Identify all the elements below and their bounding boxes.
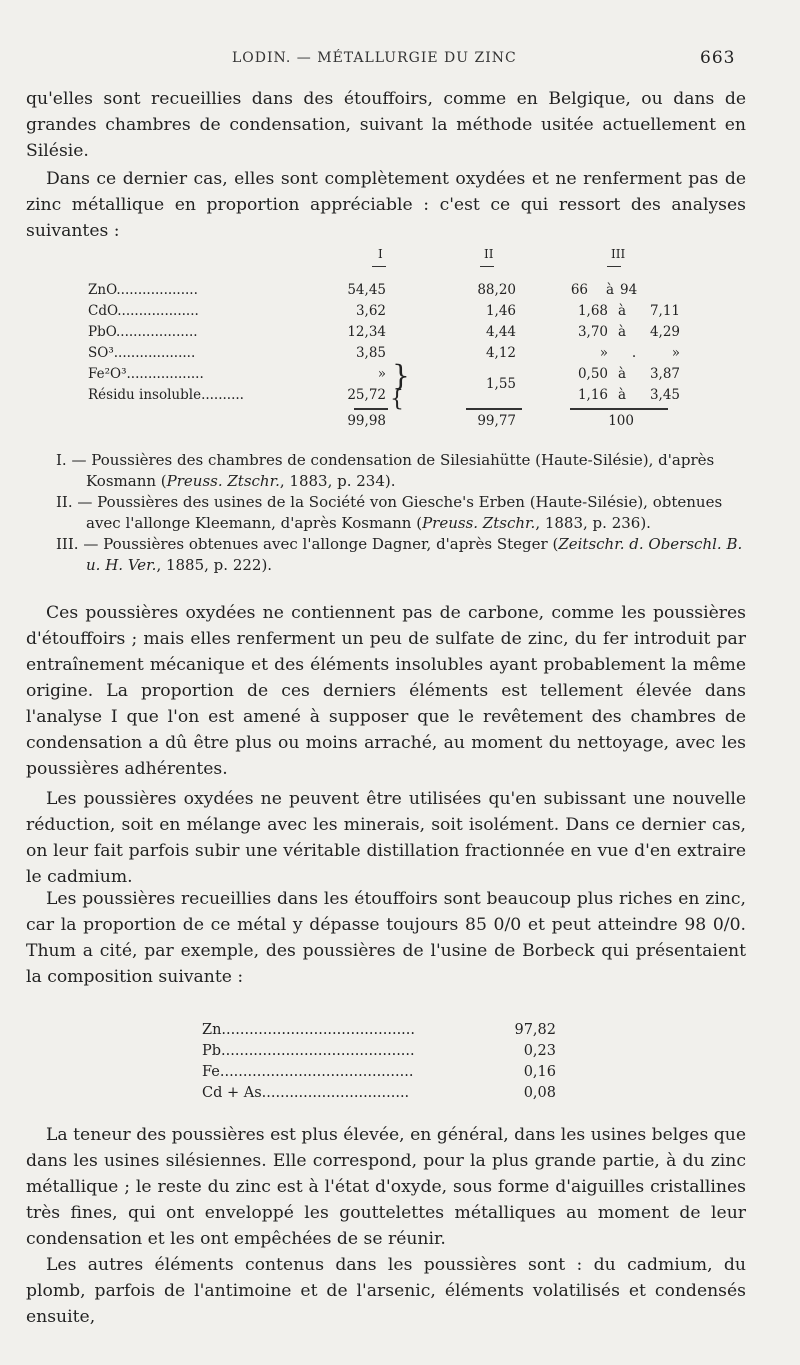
leader-dots: ................... bbox=[117, 303, 199, 319]
row-label: CdO bbox=[88, 303, 118, 319]
leader-dots: .......................................... bbox=[219, 1064, 414, 1080]
cell-ii: 1,46 bbox=[485, 303, 516, 319]
paragraph-3: Ces poussières oxydées ne contiennent pas de carbone, comme les poussières d'étouffoirs ; mais elles renferment un peu de sulfate de zinc, du fer introduit par entraînement mécanique et des éléments insolubles ayant probablement la même origine. La proportion de ces derniers éléments est tellement élevée dans l'analyse I que l'on est amené à supposer que le revêtement des chambres de condensation a dû être plus ou moins arraché, au moment du nettoyage, avec les poussières adhérentes. bbox=[26, 603, 746, 779]
row-value: 0,08 bbox=[523, 1085, 556, 1101]
table-notes bbox=[56, 450, 756, 576]
running-title: LODIN. — MÉTALLURGIE DU ZINC bbox=[232, 50, 517, 66]
table-row bbox=[202, 1020, 562, 1041]
paragraph-4: Les poussières oxydées ne peuvent être utilisées qu'en subissant une nouvelle réduction, soit en mélange avec les minerais, soit isolément. Dans ce dernier cas, on leur fait parfois subir une véritable distillation fractionnée en vue d'en extraire le cadmium. bbox=[26, 789, 746, 887]
table-row bbox=[0, 301, 800, 322]
row-label: SO³ bbox=[88, 345, 114, 361]
header-rule-iii bbox=[607, 266, 621, 267]
cell-iii-min: 66 bbox=[570, 282, 588, 298]
row-value: 0,23 bbox=[523, 1043, 556, 1059]
column-header-iii: III bbox=[611, 247, 626, 261]
row-label: PbO bbox=[88, 324, 117, 340]
leader-dots: .................. bbox=[126, 366, 204, 382]
total-rule-ii bbox=[466, 408, 522, 410]
total-ii: 99,77 bbox=[477, 413, 516, 429]
note-iii: III. — Poussières obtenues avec l'allonge Dagner, d'après Steger (Zeitschr. d. Oberschl. B. u. H. Ver., 1885, p. 222). bbox=[56, 535, 743, 574]
cell-iii-max: 3,45 bbox=[649, 387, 680, 403]
row-label: Résidu insoluble bbox=[88, 387, 202, 403]
cell-i: 54,45 bbox=[347, 282, 386, 298]
column-header-i: I bbox=[378, 247, 383, 261]
cell-i: 25,72 bbox=[347, 387, 386, 403]
cell-i: 3,85 bbox=[355, 345, 386, 361]
analysis-table bbox=[0, 244, 800, 434]
cell-iii-min: » bbox=[599, 345, 608, 361]
total-rule-iii bbox=[570, 408, 668, 410]
cell-iii-sep: à bbox=[617, 303, 627, 319]
paragraph-5: Les poussières recueillies dans les étouffoirs sont beaucoup plus riches en zinc, car la proportion de ce métal y dépasse toujours 85 0/0 et peut atteindre 98 0/0. Thum a cité, par exemple, des poussières de l'usine de Borbeck qui présentaient la composition suivante : bbox=[26, 889, 746, 987]
total-iii: 100 bbox=[608, 413, 634, 429]
header-rule-ii bbox=[480, 266, 494, 267]
composition-table bbox=[202, 1020, 562, 1110]
total-rule-i bbox=[354, 408, 388, 410]
paragraph-6: La teneur des poussières est plus élevée, en général, dans les usines belges que dans les usines silésiennes. Elle correspond, pour la plus grande partie, à du zinc métallique ; le reste du zinc est à l'état d'oxyde, sous forme d'aiguilles cristallines très fines, qui ont enveloppé les gouttelettes métalliques au moment de leur condensation et les ont empêchées de se réunir. bbox=[26, 1125, 746, 1249]
cell-i: » bbox=[377, 366, 386, 382]
table-row bbox=[0, 280, 800, 301]
paragraph-1: qu'elles sont recueillies dans des étouffoirs, comme en Belgique, ou dans de grandes chambres de condensation, suivant la méthode usitée actuellement en Silésie. bbox=[26, 89, 746, 161]
cell-iii-sep: à bbox=[617, 324, 627, 340]
row-value: 97,82 bbox=[514, 1022, 556, 1038]
table-row bbox=[0, 322, 800, 343]
cell-ii: 88,20 bbox=[477, 282, 516, 298]
cell-iii-min: 1,68 bbox=[577, 303, 608, 319]
cell-iii-min: 0,50 bbox=[577, 366, 608, 382]
page-number: 663 bbox=[700, 48, 736, 68]
cell-iii-max: 94 bbox=[620, 282, 638, 298]
column-header-ii: II bbox=[484, 247, 494, 261]
leader-dots: ................... bbox=[116, 282, 198, 298]
brace-icon: } bbox=[392, 359, 410, 392]
cell-iii-max: 7,11 bbox=[649, 303, 680, 319]
cell-iii-sep: à bbox=[617, 387, 627, 403]
cell-iii-sep: à bbox=[605, 282, 615, 298]
row-label: Cd + As bbox=[202, 1085, 262, 1101]
table-row bbox=[202, 1083, 562, 1104]
cell-ii: 4,44 bbox=[485, 324, 516, 340]
row-label: Pb bbox=[202, 1043, 222, 1059]
total-i: 99,98 bbox=[347, 413, 386, 429]
merged-cell-ii: 1,55 bbox=[485, 376, 516, 392]
cell-iii-min: 3,70 bbox=[577, 324, 608, 340]
cell-ii: 4,12 bbox=[485, 345, 516, 361]
paragraph-2: Dans ce dernier cas, elles sont complètement oxydées et ne renferment pas de zinc métallique en proportion appréciable : c'est ce qui ressort des analyses suivantes : bbox=[26, 169, 746, 241]
note-ii: II. — Poussières des usines de la Société von Giesche's Erben (Haute-Silésie), obtenues avec l'allonge Kleemann, d'après Kosmann (Preuss. Ztschr., 1883, p. 236). bbox=[56, 493, 723, 532]
leader-dots: ................... bbox=[116, 324, 198, 340]
cell-iii-max: 4,29 bbox=[649, 324, 680, 340]
row-label: Fe²O³ bbox=[88, 366, 127, 382]
leader-dots: .......................................... bbox=[221, 1022, 416, 1038]
paragraph-7: Les autres éléments contenus dans les poussières sont : du cadmium, du plomb, parfois de l'antimoine et de l'arsenic, éléments volatilisés et condensés ensuite, bbox=[26, 1255, 746, 1327]
cell-iii-sep: à bbox=[617, 366, 627, 382]
cell-iii-max: 3,87 bbox=[649, 366, 680, 382]
row-value: 0,16 bbox=[523, 1064, 556, 1080]
cell-iii-sep: . bbox=[631, 345, 637, 361]
row-label: Zn bbox=[202, 1022, 222, 1038]
note-i: I. — Poussières des chambres de condensation de Silesiahütte (Haute-Silésie), d'après Kosmann (Preuss. Ztschr., 1883, p. 234). bbox=[56, 451, 715, 490]
running-header bbox=[0, 48, 800, 72]
header-rule-i bbox=[372, 266, 386, 267]
row-label: ZnO bbox=[88, 282, 117, 298]
leader-dots: ................... bbox=[113, 345, 196, 361]
row-label: Fe bbox=[202, 1064, 220, 1080]
leader-dots: .......................................... bbox=[221, 1043, 415, 1059]
table-row bbox=[202, 1062, 562, 1083]
brace-icon: { bbox=[390, 387, 404, 412]
leader-dots: ................................ bbox=[261, 1085, 410, 1101]
cell-iii-max: » bbox=[671, 345, 680, 361]
leader-dots: .......... bbox=[201, 387, 244, 403]
table-row bbox=[202, 1041, 562, 1062]
cell-iii-min: 1,16 bbox=[577, 387, 608, 403]
cell-i: 3,62 bbox=[355, 303, 386, 319]
cell-i: 12,34 bbox=[347, 324, 386, 340]
